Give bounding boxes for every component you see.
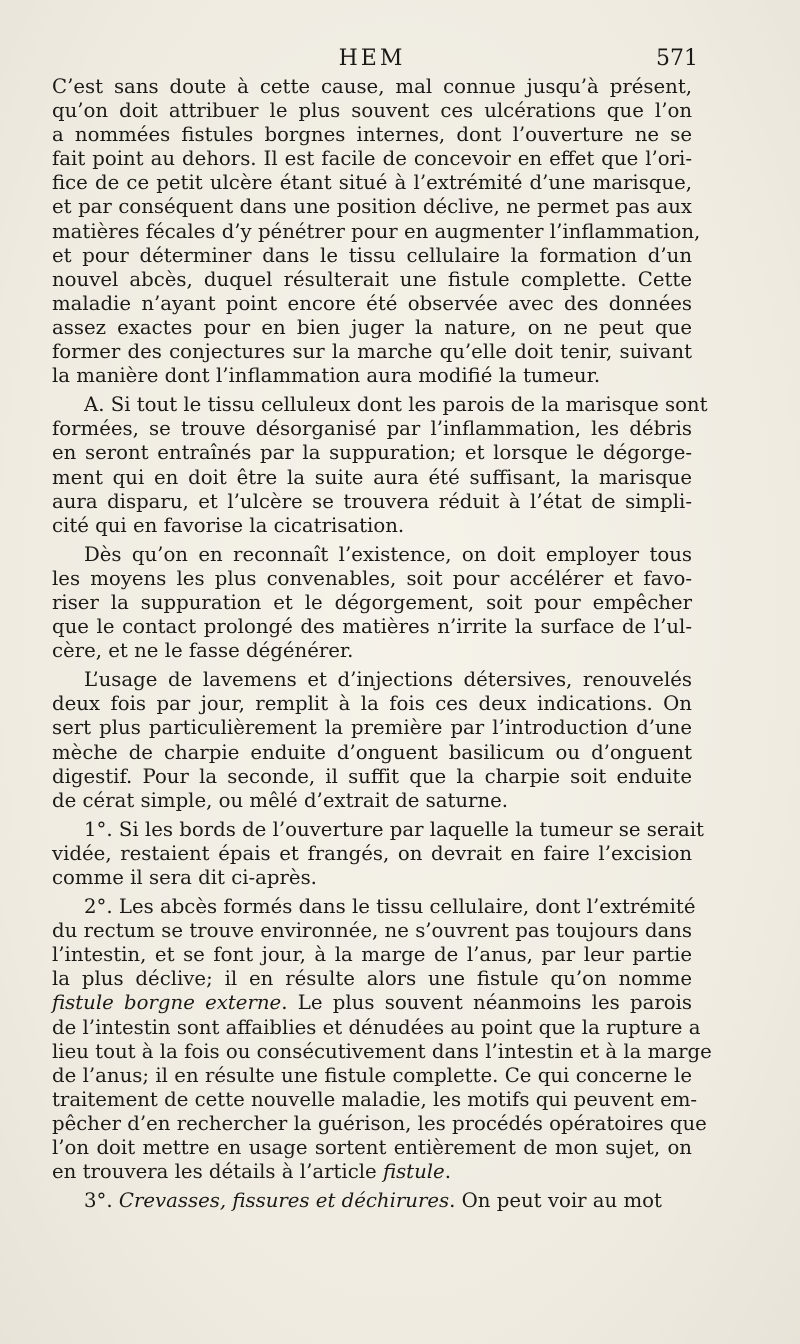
text-line: L’usage de lavemens et d’injections détersives, renouvelés <box>84 668 692 692</box>
text-line: riser la suppuration et le dégorgement, soit pour empêcher <box>52 590 692 614</box>
text-line: la manière dont l’inflammation aura modifié la tumeur. <box>52 364 601 388</box>
text-line: que le contact prolongé des matières n’irrite la surface de l’ul- <box>52 615 692 639</box>
text-line: l’intestin, et se font jour, à la marge de l’anus, par leur partie <box>52 943 692 967</box>
text-line: formées, se trouve désorganisé par l’inflammation, les débris <box>52 417 692 441</box>
text-line: les moyens les plus convenables, soit pour accélérer et favo- <box>52 566 692 590</box>
text-line: pêcher d’en rechercher la guérison, les procédés opératoires que <box>52 1111 707 1135</box>
text-line: sert plus particulièrement la première par l’introduction d’une <box>52 716 692 740</box>
page-header <box>52 46 698 76</box>
body-text <box>52 75 712 1213</box>
text-line: ment qui en doit être la suite aura été suffisant, la marisque <box>52 465 692 489</box>
text-line: comme il sera dit ci-après. <box>52 866 317 889</box>
text-line: et par conséquent dans une position déclive, ne permet pas aux <box>52 195 692 219</box>
text-line: lieu tout à la fois ou consécutivement dans l’intestin et à la marge <box>52 1039 712 1063</box>
text-line: du rectum se trouve environnée, ne s’ouvrent pas toujours dans <box>52 919 692 943</box>
text-line: fistule borgne externe. Le plus souvent néanmoins les parois <box>52 991 692 1015</box>
text-line: 3°. Crevasses, fissures et déchirures. On peut voir au mot <box>84 1189 662 1213</box>
text-line: a nommées fistules borgnes internes, dont l’ouverture ne se <box>52 123 692 147</box>
text-line: maladie n’ayant point encore été observée avec des données <box>52 291 692 315</box>
text-line: en seront entraînés par la suppuration; et lorsque le dégorge- <box>52 441 692 465</box>
text-line: 2°. Les abcès formés dans le tissu cellulaire, dont l’extrémité <box>84 895 696 919</box>
text-line: de l’anus; il en résulte une fistule complette. Ce qui concerne le <box>52 1063 692 1087</box>
text-line: en trouvera les détails à l’article fistule. <box>52 1160 451 1184</box>
text-line: assez exactes pour en bien juger la nature, on ne peut que <box>52 315 692 339</box>
text-line: former des conjectures sur la marche qu’elle doit tenir, suivant <box>52 340 692 364</box>
text-line: A. Si tout le tissu celluleux dont les parois de la marisque sont <box>84 393 708 417</box>
paragraph <box>52 817 704 890</box>
text-line: cité qui en favorise la cicatrisation. <box>52 513 405 537</box>
text-line: nouvel abcès, duquel résulterait une fistule complette. Cette <box>52 267 692 291</box>
text-line: aura disparu, et l’ulcère se trouvera réduit à l’état de simpli- <box>52 489 692 513</box>
text-line: et pour déterminer dans le tissu cellulaire la formation d’un <box>52 243 692 267</box>
paragraph <box>52 393 708 538</box>
text-line: de l’intestin sont affaiblies et dénudées au point que la rupture a <box>52 1015 701 1039</box>
text-line: qu’on doit attribuer le plus souvent ces ulcérations que l’on <box>52 99 692 123</box>
text-line: l’on doit mettre en usage sortent entièrement de mon sujet, on <box>52 1136 692 1160</box>
text-line: cère, et ne le fasse dégénérer. <box>52 639 354 663</box>
paragraph <box>52 895 712 1184</box>
text-line: digestif. Pour la seconde, il suffit que la charpie soit enduite <box>52 764 692 788</box>
paragraph <box>52 668 692 813</box>
text-line: traitement de cette nouvelle maladie, les motifs qui peuvent em- <box>52 1087 698 1111</box>
text-line: Dès qu’on en reconnaît l’existence, on doit employer tous <box>84 542 692 566</box>
text-line: deux fois par jour, remplit à la fois ces deux indications. On <box>52 692 692 716</box>
text-line: C’est sans doute à cette cause, mal connue jusqu’à présent, <box>52 75 692 98</box>
text-line: fait point au dehors. Il est facile de concevoir en effet que l’ori- <box>52 147 692 171</box>
text-line: la plus déclive; il en résulte alors une fistule qu’on nomme <box>52 967 692 991</box>
text-line: 1°. Si les bords de l’ouverture par laquelle la tumeur se serait <box>84 817 704 841</box>
running-head: HEM <box>338 46 406 71</box>
paragraph <box>52 1189 692 1213</box>
text-line: vidée, restaient épais et frangés, on devrait en faire l’excision <box>52 841 692 865</box>
paragraph <box>52 543 692 663</box>
text-line: fice de ce petit ulcère étant situé à l’extrémité d’une marisque, <box>52 171 692 195</box>
text-line: mèche de charpie enduite d’onguent basilicum ou d’onguent <box>52 740 692 764</box>
text-line: de cérat simple, ou mêlé d’extrait de saturne. <box>52 788 509 812</box>
paragraph <box>52 75 701 388</box>
page-number: 571 <box>656 46 698 71</box>
text-line: matières fécales d’y pénétrer pour en augmenter l’inflammation, <box>52 219 701 243</box>
